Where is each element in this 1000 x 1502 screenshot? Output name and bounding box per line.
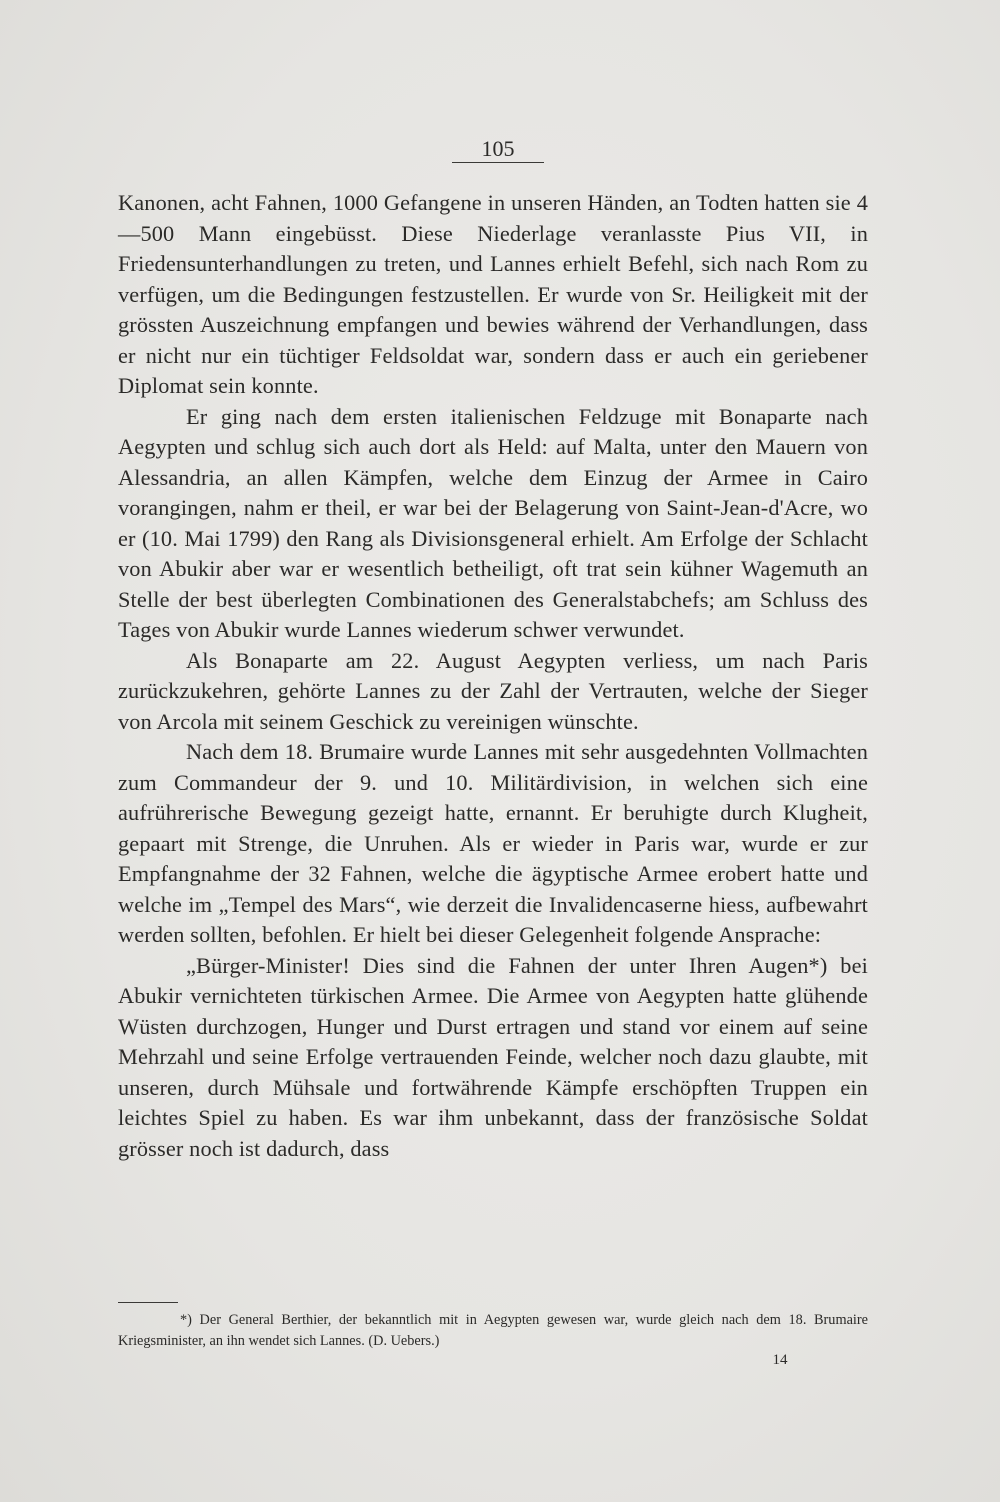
paragraph: Er ging nach dem ersten italienischen Feldzuge mit Bonaparte nach Aegypten und schlug sich auch dort als Held: auf Malta, unter den Mauern von Alessandria, an allen Kämpfen, welche dem Einzug der Armee in Cairo vorangingen, nahm er theil, er war bei der Belagerung von Saint-Jean-d'Acre, wo er (10. Mai 1799) den Rang als Divisionsgeneral erhielt. Am Erfolge der Schlacht von Abukir aber war er wesentlich betheiligt, oft trat sein kühner Wagemuth an Stelle der best überlegten Combinationen des Generalstabchefs; am Schluss des Tages von Abukir wurde Lannes wiederum schwer verwundet.	[118, 403, 868, 642]
footnote-rule	[118, 1302, 178, 1303]
page-number-rule	[452, 162, 544, 163]
paragraph: Kanonen, acht Fahnen, 1000 Gefangene in unseren Händen, an Todten hatten sie 4—500 Mann eingebüsst. Diese Niederlage veranlasste Pius VII, in Friedensunterhandlungen zu treten, und Lannes erhielt Befehl, sich nach Rom zu verfügen, um die Bedingungen festzustellen. Er wurde von Sr. Heiligkeit mit der grössten Auszeichnung empfangen und bewies während der Verhandlungen, dass er nicht nur ein tüchtiger Feldsoldat war, sondern dass er auch ein geriebener Diplomat sein konnte.	[118, 190, 868, 398]
footnote: *) Der General Berthier, der bekanntlich mit in Aegypten gewesen war, wurde gleich nach dem 18. Brumaire Kriegsminister, an ihn wendet sich Lannes. (D. Uebers.)	[118, 1312, 868, 1349]
body-text	[118, 188, 868, 1164]
paragraph: Als Bonaparte am 22. August Aegypten verliess, um nach Paris zurückzukehren, gehörte Lannes zu der Zahl der Vertrauten, welche der Sieger von Arcola mit seinem Geschick zu vereinigen wünschte.	[118, 647, 868, 734]
paragraph: „Bürger-Minister! Dies sind die Fahnen der unter Ihren Augen*) bei Abukir vernichteten türkischen Armee. Die Armee von Aegypten hatte glühende Wüsten durchzogen, Hunger und Durst ertragen und stand vor einem auf seine Mehrzahl und seine Erfolge vertrauenden Feinde, welcher noch dazu glaubte, mit unseren, durch Mühsale und fortwährende Kämpfe erschöpften Truppen ein leichtes Spiel zu haben. Es war ihm unbekannt, dass der französische Soldat grösser noch ist dadurch, dass	[118, 952, 868, 1161]
paragraph: Nach dem 18. Brumaire wurde Lannes mit sehr ausgedehnten Vollmachten zum Commandeur der 9. und 10. Militärdivision, in welchen sich eine aufrührerische Bewegung gezeigt hatte, ernannt. Er beruhigte durch Klugheit, gepaart mit Strenge, die Unruhen. Als er wieder in Paris war, wurde er zur Empfangnahme der 32 Fahnen, welche die ägyptische Armee erobert hatte und welche im „Tempel des Mars“, wie derzeit die Invalidencaserne hiess, aufbewahrt werden sollten, befohlen. Er hielt bei dieser Gelegenheit folgende Ansprache:	[118, 739, 868, 947]
page-number: 105	[481, 136, 515, 161]
signature-mark: 14	[772, 1352, 788, 1368]
